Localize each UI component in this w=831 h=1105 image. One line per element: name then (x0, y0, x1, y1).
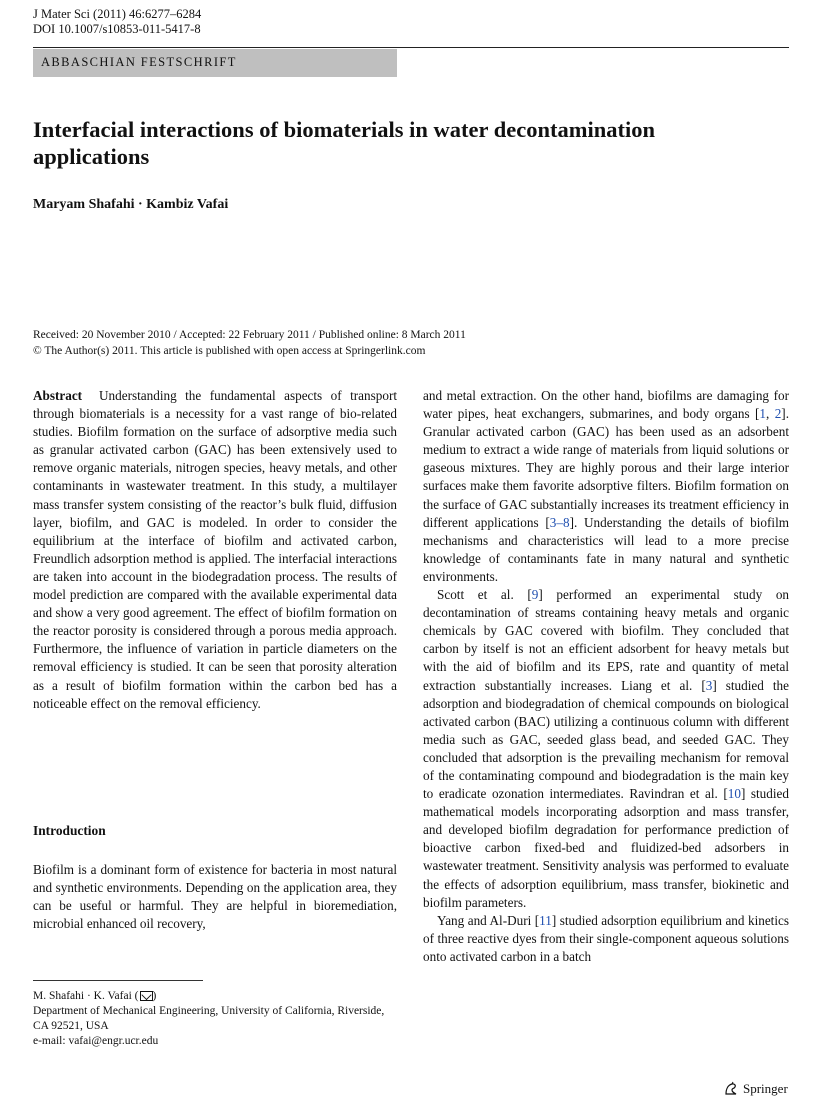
citation-link[interactable]: 3 (705, 677, 713, 693)
citation-link[interactable]: 2 (774, 406, 782, 422)
citation-link[interactable]: 1 (759, 406, 766, 422)
header-rule (33, 47, 789, 48)
affiliation-footnote (33, 989, 397, 1049)
article-title: Interfacial interactions of biomaterials in water decontamination applications (33, 117, 656, 169)
affiliation-names: M. Shafahi · K. Vafai ( ) (33, 990, 157, 1002)
section-band (33, 49, 397, 77)
envelope-icon[interactable] (140, 991, 153, 1001)
abstract-text: Understanding the fundamental aspects of transport through biomaterials is a necessity for a vast range of bio-related studies. Biofilm formation on the surface of adsorptive media such as granular activated carbon (GAC) has been extensively used to remove organic materials, nitrogen species, heavy metals, and other contaminants in wastewater treatment. In this study, a multilayer mass transfer system consisting of the reactor’s bulk fluid, diffusion layer, biofilm, and GAC is modeled. In order to consider the equilibrium at the interface of biofilm and activated carbon, Freundlich adsorption method is applied. The interfacial interactions are taken into account in the biodegradation process. The results of model prediction are compared with the available experimental data and show a very good agreement. The effect of biofilm formation on the reactor porosity is considered through a porous media approach. Furthermore, the influence of variation in particle diameters on the removal efficiency is studied. It can be seen that porosity alteration as a result of biofilm formation within the carbon bed has a noticeable effect on the removal efficiency. (33, 388, 397, 711)
citation-link[interactable]: 10 (727, 786, 741, 802)
journal-citation: J Mater Sci (2011) 46:6277–6284 (33, 7, 202, 21)
affiliation-department: Department of Mechanical Engineering, University of California, Riverside, CA 92521, USA (33, 1005, 385, 1032)
springer-horse-icon (723, 1081, 739, 1097)
right-column (423, 387, 789, 966)
dates-line: Received: 20 November 2010 / Accepted: 22 February 2011 / Published online: 8 March 2011 (33, 329, 466, 341)
authors: Maryam Shafahi · Kambiz Vafai (33, 197, 229, 212)
right-paragraph-3: Yang and Al-Duri [11] studied adsorption equilibrium and kinetics of three reactive dyes from their single-component aqueous solutions onto activated carbon in a batch (423, 912, 789, 964)
abstract-label: Abstract (33, 388, 83, 403)
publisher-logo (723, 1081, 788, 1097)
abstract (33, 387, 397, 713)
publication-history (33, 327, 773, 359)
introduction-text (33, 861, 397, 933)
citation-link[interactable]: 3–8 (549, 514, 570, 530)
right-paragraph-2: Scott et al. [9] performed an experimental study on decontamination of streams containing heavy metals and organic chemicals by GAC covered with biofilm. They concluded that carbon by itself is not an efficient adsorbent for heavy metals but with the aid of biofilm and its EPS, rate and quantity of metal extraction substantially increases. Liang et al. [3] studied the adsorption and biodegradation of chemical compounds on biological activated carbon (BAC) utilizing a continuous column with different media such as GAC, seeded glass bead, and seeded GAC. They concluded that adsorption is the prevailing mechanism for removal of the contaminating compound and biodegradation is the main key to eradicate ozonation intermediates. Ravindran et al. [10] studied mathematical models incorporating adsorption and mass transfer, and developed biofilm degradation for performance prediction of bioactive carbon fixed-bed and fluidized-bed adsorbers in wastewater treatment. Sensitivity analysis was performed to evaluate the effects of adsorption equilibrium, mass transfer, biokinetic and biofilm parameters. (423, 587, 790, 910)
footnote-rule (33, 980, 203, 981)
copyright-line: © The Author(s) 2011. This article is published with open access at Springerlink.com (33, 345, 426, 357)
citation-link[interactable]: 11 (539, 912, 552, 928)
section-label: ABBASCHIAN FESTSCHRIFT (41, 55, 237, 69)
introduction-paragraph: Biofilm is a dominant form of existence for bacteria in most natural and synthetic environments. Depending on the application area, they can be useful or harmful. They are helpful in bioremediation, microbial enhanced oil recovery, (33, 862, 397, 932)
publisher-name: Springer (743, 1081, 788, 1096)
citation-link[interactable]: 9 (531, 587, 539, 603)
doi: DOI 10.1007/s10853-011-5417-8 (33, 22, 201, 36)
right-paragraph-1: and metal extraction. On the other hand, biofilms are damaging for water pipes, heat exchangers, submarines, and body organs [1, 2]. Granular activated carbon (GAC) has been used as an adsorbent medium to extract a wide range of materials from liquid solutions or gaseous mixtures. They are highly porous and their large interior surfaces make them favorite adsorptive filters. Biofilm formation on the surface of GAC substantially increases its treatment efficiency in different applications [3–8]. Understanding the details of biofilm mechanisms and characteristics will lead to a more precise knowledge of contaminants fate in many natural and synthetic environments. (423, 388, 789, 584)
affiliation-email[interactable]: e-mail: vafai@engr.ucr.edu (33, 1035, 159, 1047)
introduction-heading: Introduction (33, 823, 106, 838)
